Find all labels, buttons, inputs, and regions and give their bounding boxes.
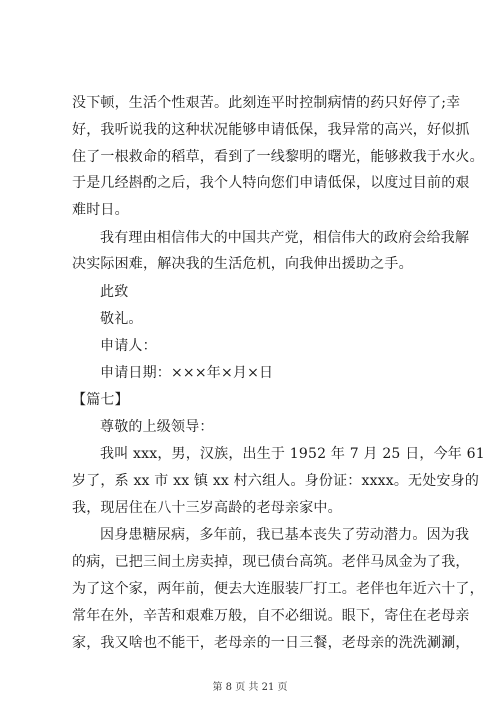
text-line: 岁了，系 xx 市 xx 镇 xx 村六组人。身份证：xxxx。无处安身的 — [72, 473, 480, 489]
section-heading: 【篇七】 — [72, 392, 129, 408]
text-line: 常年在外，辛苦和艰难万般，自不必细说。眼下，寄住在老母亲 — [72, 608, 470, 624]
text-line: 我，现居住在八十三岁高龄的老母亲家中。 — [72, 500, 342, 516]
text-line: 难时日。 — [72, 202, 129, 218]
application-date: 申请日期：×××年×月×日 — [100, 365, 274, 381]
text-line: 因身患糖尿病，多年前，我已基本丧失了劳动潜力。因为我 — [100, 527, 470, 543]
page-number: 第 8 页 共 21 页 — [212, 682, 288, 693]
salutation-regards: 敬礼。 — [100, 311, 143, 327]
greeting: 尊敬的上级领导： — [100, 419, 214, 435]
applicant-label: 申请人： — [100, 338, 157, 354]
text-line: 家，我又啥也不能干，老母亲的一日三餐，老母亲的洗洗涮涮， — [72, 635, 470, 651]
text-line: 我有理由相信伟大的中国共产党，相信伟大的政府会给我解 — [100, 230, 470, 246]
salutation-closing: 此致 — [100, 284, 129, 300]
text-line: 住了一根救命的稻草，看到了一线黎明的曙光，能够救我于水火。 — [72, 149, 484, 165]
text-line: 没下顿，生活个性艰苦。此刻连平时控制病情的药只好停了;幸 — [72, 95, 461, 111]
text-line: 为了这个家，两年前，便去大连服装厂打工。老伴也年近六十了， — [72, 581, 484, 597]
text-line: 我叫 xxx，男，汉族，出生于 1952 年 7 月 25 日，今年 61 — [100, 446, 485, 462]
text-line: 好，我听说我的这种状况能够申请低保，我异常的高兴，好似抓 — [72, 122, 470, 138]
text-line: 决实际困难，解决我的生活危机，向我伸出援助之手。 — [72, 256, 413, 272]
text-line: 于是几经斟酌之后，我个人特向您们申请低保，以度过目前的艰 — [72, 175, 470, 191]
text-line: 的病，已把三间土房卖掉，现已债台高筑。老伴马凤金为了我， — [72, 554, 470, 570]
